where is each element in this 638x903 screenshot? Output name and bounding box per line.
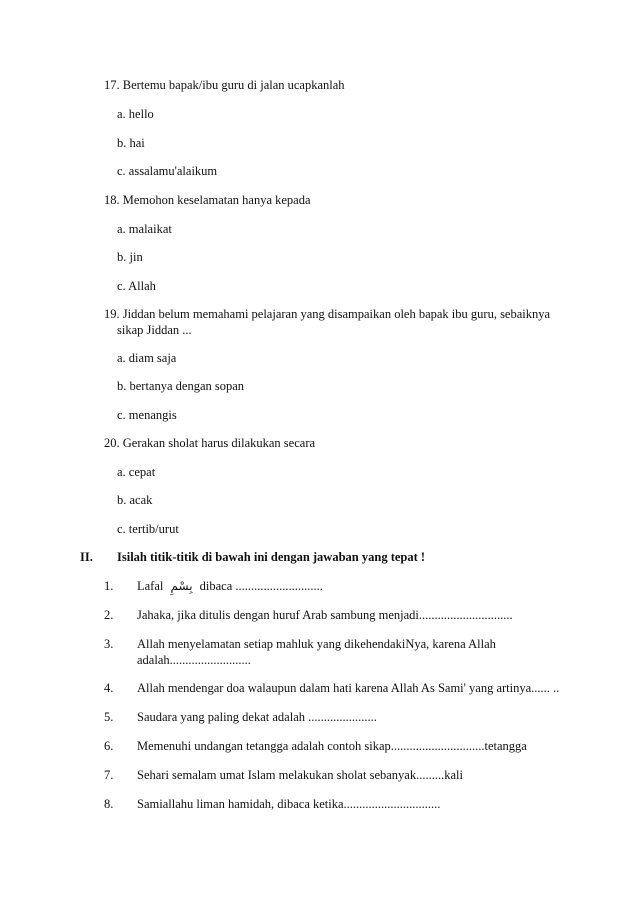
option-20a: a. cepat bbox=[117, 465, 156, 479]
section-2-heading bbox=[80, 549, 425, 565]
option-19b: b. bertanya dengan sopan bbox=[117, 379, 245, 393]
fill-item-1 bbox=[104, 578, 323, 594]
fill-item-3 bbox=[104, 636, 496, 652]
question-18: 18. Memohon keselamatan hanya kepada bbox=[104, 193, 311, 207]
question-17: 17. Bertemu bapak/ibu guru di jalan ucapkanlah bbox=[104, 78, 345, 92]
option-20c: c. tertib/urut bbox=[117, 522, 179, 536]
option-17b: b. hai bbox=[117, 136, 145, 150]
fill-item-text: Memenuhi undangan tetangga adalah contoh sikap..............................tetangga bbox=[137, 739, 527, 753]
fill-item-number: 7. bbox=[104, 768, 114, 782]
section-2-number: II. bbox=[80, 550, 93, 564]
fill-item-text: Sehari semalam umat Islam melakukan sholat sebanyak.........kali bbox=[137, 768, 463, 782]
fill-item-3-line2: adalah.......................... bbox=[137, 653, 251, 667]
option-18b: b. jin bbox=[117, 250, 143, 264]
fill-item-number: 2. bbox=[104, 608, 114, 622]
fill-item-number: 8. bbox=[104, 797, 114, 811]
option-17a: a. hello bbox=[117, 107, 154, 121]
fill-item-text: Lafal bbox=[137, 579, 167, 593]
option-20b: b. acak bbox=[117, 493, 153, 507]
option-17c: c. assalamu'alaikum bbox=[117, 164, 218, 178]
fill-item-text: dibaca ............................ bbox=[196, 579, 323, 593]
question-19-line2: sikap Jiddan ... bbox=[117, 323, 192, 337]
question-20: 20. Gerakan sholat harus dilakukan secara bbox=[104, 436, 316, 450]
fill-item-7 bbox=[104, 767, 463, 783]
fill-item-2 bbox=[104, 607, 513, 623]
fill-item-text: Allah mendengar doa walaupun dalam hati karena Allah As Sami' yang artinya...... .. bbox=[137, 681, 560, 695]
option-19c: c. menangis bbox=[117, 408, 177, 422]
option-18c: c. Allah bbox=[117, 279, 156, 293]
fill-item-number: 3. bbox=[104, 637, 114, 651]
fill-item-number: 5. bbox=[104, 710, 114, 724]
fill-item-5 bbox=[104, 709, 377, 725]
fill-item-number: 1. bbox=[104, 579, 114, 593]
question-19-line1: 19. Jiddan belum memahami pelajaran yang disampaikan oleh bapak ibu guru, sebaiknya bbox=[104, 307, 551, 321]
fill-item-4 bbox=[104, 680, 559, 696]
fill-item-number: 4. bbox=[104, 681, 114, 695]
section-2-title: Isilah titik-titik di bawah ini dengan jawaban yang tepat ! bbox=[117, 550, 426, 564]
arabic-text: بِسْمِ bbox=[170, 579, 193, 593]
fill-item-8 bbox=[104, 796, 440, 812]
option-19a: a. diam saja bbox=[117, 351, 177, 365]
fill-item-6 bbox=[104, 738, 527, 754]
fill-item-text: Saudara yang paling dekat adalah ...................... bbox=[137, 710, 377, 724]
fill-item-text: Samiallahu liman hamidah, dibaca ketika............................... bbox=[137, 797, 441, 811]
fill-item-text: Allah menyelamatan setiap mahluk yang dikehendakiNya, karena Allah bbox=[137, 637, 496, 651]
option-18a: a. malaikat bbox=[117, 222, 172, 236]
fill-item-text: Jahaka, jika ditulis dengan huruf Arab sambung menjadi.............................. bbox=[137, 608, 513, 622]
fill-item-number: 6. bbox=[104, 739, 114, 753]
